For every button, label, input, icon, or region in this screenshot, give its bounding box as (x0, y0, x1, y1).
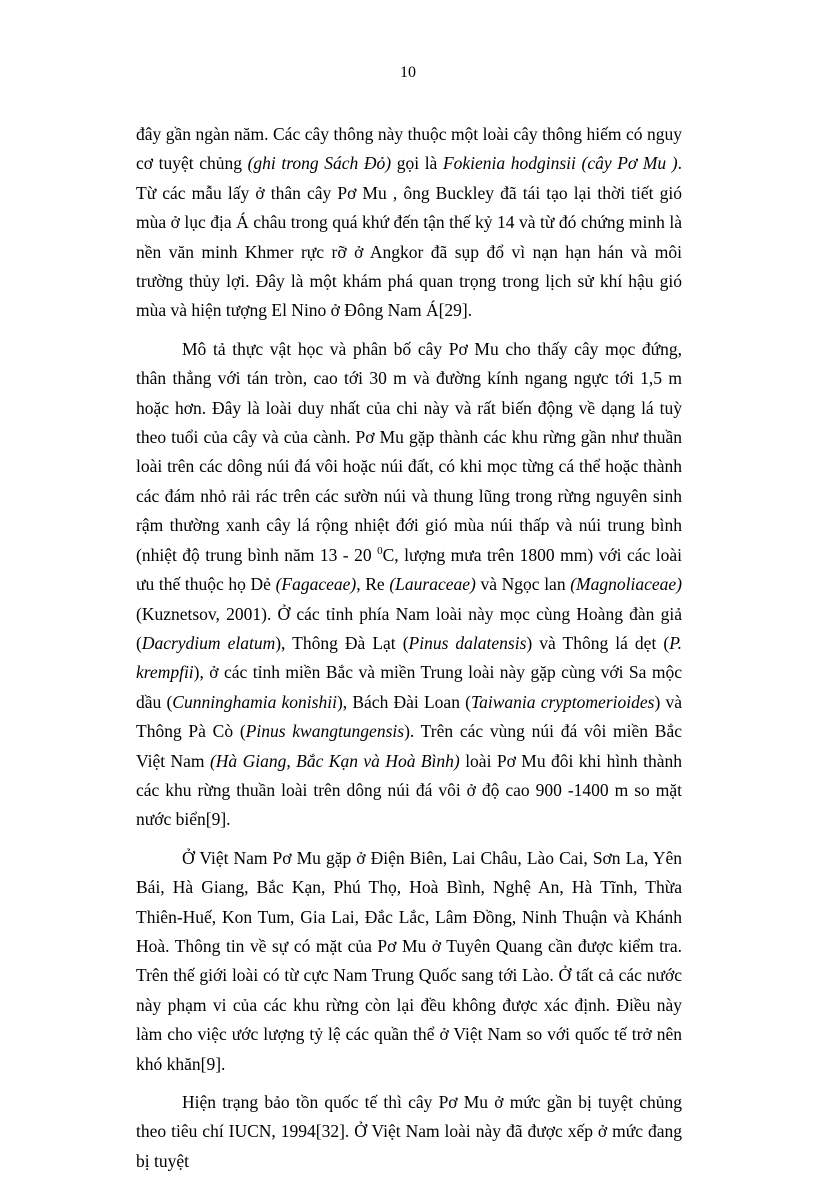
text-run: ), Bách Đài Loan ( (336, 691, 471, 712)
italic-text: Taiwania cryptomerioides (470, 691, 655, 712)
paragraph (136, 844, 682, 1079)
text-run: ). Trên các vùng núi đá vôi miền Bắc Việt Nam (136, 721, 682, 771)
text-run: đây gần ngàn năm. Các cây thông này thuộc một loài cây thông hiếm có nguy cơ tuyệt chủng (136, 124, 682, 174)
text-run: (Kuznetsov, 2001). Ở các tỉnh phía Nam loài này mọc cùng Hoàng đàn giả ( (136, 603, 682, 653)
text-run: Mô tả thực vật học và phân bố cây Pơ Mu cho thấy cây mọc đứng, thân thẳng với tán tròn, cao tới 30 m và đường kính ngang ngực tới 1,5 m hoặc hơn. Đây là loài duy nhất của chi này và rất biến động về dạng lá tuỳ theo tuổi của cây và của cành. Pơ Mu gặp thành các khu rừng gần như thuần loài trên các dông núi đá vôi hoặc núi đất, có khi mọc từng cá thể hoặc thành các đám nhỏ rải rác trên các sườn núi và thung lũng trong rừng nguyên sinh rậm thường xanh cây lá rộng nhiệt đới gió mùa núi thấp và núi trung bình (nhiệt độ trung bình năm 13 - 20 (136, 338, 682, 565)
text-run: ), Thông Đà Lạt ( (275, 632, 409, 653)
text-run: Hiện trạng bảo tồn quốc tế thì cây Pơ Mu ở mức gần bị tuyệt chủng theo tiêu chí IUCN, 1994[32]. Ở Việt Nam loài này đã được xếp ở mức đang bị tuyệt (136, 1092, 682, 1171)
italic-text: (Magnoliaceae) (570, 574, 682, 595)
italic-text: Fokienia hodginsii (cây Pơ Mu ) (442, 153, 678, 174)
italic-text: (ghi trong Sách Đỏ) (247, 153, 392, 174)
text-run: C, lượng mưa trên 1800 mm) với các loài ưu thế thuộc họ Dẻ (136, 544, 683, 595)
italic-text: Pinus kwangtungensis (245, 721, 405, 742)
text-run: , Re (356, 574, 390, 595)
text-run: và Ngọc lan (475, 574, 571, 595)
page-number: 10 (400, 64, 416, 81)
text-run: ) và Thông lá dẹt ( (526, 632, 670, 653)
superscript: 0 (377, 544, 383, 557)
paragraph (136, 1088, 682, 1176)
text-run: gọi là (391, 153, 443, 174)
paragraph (136, 335, 682, 835)
italic-text: P. krempfii (136, 632, 682, 683)
text-run: loài Pơ Mu đôi khi hình thành các khu rừng thuần loài trên dông núi đá vôi ở độ cao 900 -1400 m so mặt nước biển[9]. (136, 750, 682, 830)
paragraph (136, 120, 682, 326)
italic-text: (Fagaceae) (275, 574, 357, 595)
italic-text: Pinus dalatensis (408, 632, 527, 653)
italic-text: (Hà Giang, Bắc Kạn và Hoà Bình) (209, 750, 460, 771)
text-run: ), ở các tỉnh miền Bắc và miền Trung loài này gặp cùng với Sa mộc dầu ( (136, 662, 682, 712)
italic-text: Cunninghamia konishii (172, 691, 337, 712)
text-run: ) và Thông Pà Cò ( (136, 691, 682, 742)
italic-text: (Lauraceae) (389, 574, 476, 595)
text-run: . Từ các mẫu lấy ở thân cây Pơ Mu , ông Buckley đã tái tạo lại thời tiết gió mùa ở lục địa Á châu trong quá khứ đến tận thế kỷ 14 và từ đó chứng minh là nền văn minh Khmer rực rỡ ở Angkor đã sụp đổ vì nạn hạn hán và môi trường thủy lợi. Đây là một khám phá quan trọng trong lịch sử khí hậu gió mùa và hiện tượng El Nino ở Đông Nam Á[29]. (136, 153, 682, 321)
text-run: Ở Việt Nam Pơ Mu gặp ở Điện Biên, Lai Châu, Lào Cai, Sơn La, Yên Bái, Hà Giang, Bắc Kạn, Phú Thọ, Hoà Bình, Nghệ An, Hà Tĩnh, Thừa Thiên-Huế, Kon Tum, Gia Lai, Đắc Lắc, Lâm Đồng, Ninh Thuận và Khánh Hoà. Thông tin về sự có mặt của Pơ Mu ở Tuyên Quang cần được kiểm tra. Trên thế giới loài có từ cực Nam Trung Quốc sang tới Lào. Ở tất cả các nước này phạm vi của các khu rừng còn lại đều không được xác định. Điều này làm cho việc ước lượng tỷ lệ các quần thể ở Việt Nam so với quốc tế trở nên khó khăn[9]. (136, 847, 682, 1074)
italic-text: Dacrydium elatum (141, 632, 276, 653)
body-text (136, 120, 682, 1185)
